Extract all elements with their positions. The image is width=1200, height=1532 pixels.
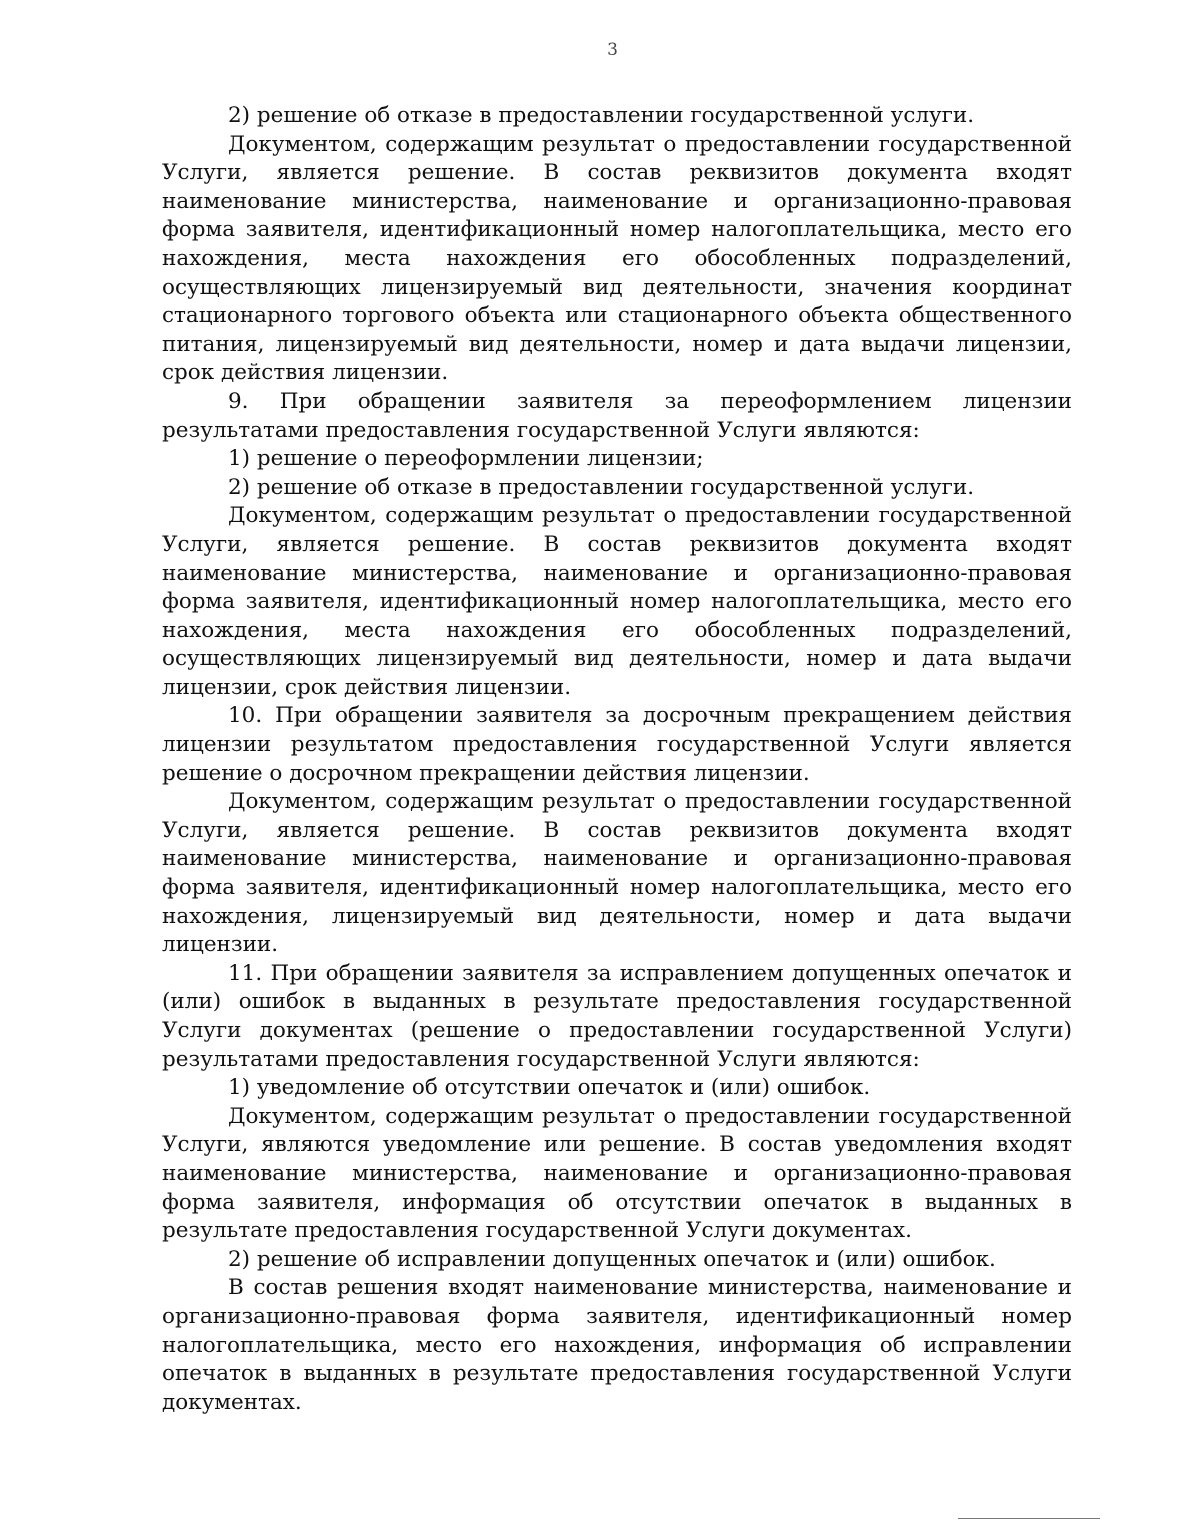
paragraph: 2) решение об отказе в предоставлении государственной услуги. bbox=[228, 474, 975, 500]
paragraph: Документом, содержащим результат о предоставлении государственной Услуги, является решение. В состав реквизитов документа входят наименование министерства, наименование и организационно-правовая форма заявителя, идентификационный номер налогоплательщика, место его нахождения, места нахождения его обособленных подразделений, осуществляющих лицензируемый вид деятельности, значения координат стационарного торгового объекта или стационарного объекта общественного питания, лицензируемый вид деятельности, номер и дата выдачи лицензии, срок действия лицензии. bbox=[162, 131, 1072, 386]
paragraph: 1) уведомление об отсутствии опечаток и (или) ошибок. bbox=[228, 1075, 871, 1101]
paragraph: 9. При обращении заявителя за переоформлением лицензии результатами предоставления государственной Услуги являются: bbox=[162, 388, 1072, 443]
paragraph: 2) решение об исправлении допущенных опечаток и (или) ошибок. bbox=[228, 1246, 996, 1272]
paragraph: 10. При обращении заявителя за досрочным прекращением действия лицензии результатом предоставления государственной Услуги является решение о досрочном прекращении действия лицензии. bbox=[162, 703, 1072, 786]
document-body bbox=[162, 102, 1072, 1417]
paragraph: 2) решение об отказе в предоставлении государственной услуги. bbox=[228, 103, 975, 128]
page-number: 3 bbox=[607, 40, 618, 60]
paragraph: Документом, содержащим результат о предоставлении государственной Услуги, является решение. В состав реквизитов документа входят наименование министерства, наименование и организационно-правовая форма заявителя, идентификационный номер налогоплательщика, место его нахождения, лицензируемый вид деятельности, номер и дата выдачи лицензии. bbox=[162, 789, 1072, 958]
paragraph: 1) решение о переоформлении лицензии; bbox=[228, 446, 704, 472]
paragraph: Документом, содержащим результат о предоставлении государственной Услуги, являются уведомление или решение. В состав уведомления входят наименование министерства, наименование и организационно-правовая форма заявителя, информация об отсутствии опечаток в выданных в результате предоставления государственной Услуги документах. bbox=[162, 1103, 1072, 1244]
paragraph: 11. При обращении заявителя за исправлением допущенных опечаток и (или) ошибок в выданных в результате предоставления государственной Услуги документах (решение о предоставлении государственной Услуги) результатами предоставления государственной Услуги являются: bbox=[162, 960, 1072, 1072]
paragraph: Документом, содержащим результат о предоставлении государственной Услуги, является решение. В состав реквизитов документа входят наименование министерства, наименование и организационно-правовая форма заявителя, идентификационный номер налогоплательщика, место его нахождения, места нахождения его обособленных подразделений, осуществляющих лицензируемый вид деятельности, номер и дата выдачи лицензии, срок действия лицензии. bbox=[162, 503, 1072, 700]
paragraph: В состав решения входят наименование министерства, наименование и организационно-правовая форма заявителя, идентификационный номер налогоплательщика, место его нахождения, информация об исправлении опечаток в выданных в результате предоставления государственной Услуги документах. bbox=[162, 1275, 1072, 1415]
footer-divider bbox=[958, 1518, 1100, 1519]
